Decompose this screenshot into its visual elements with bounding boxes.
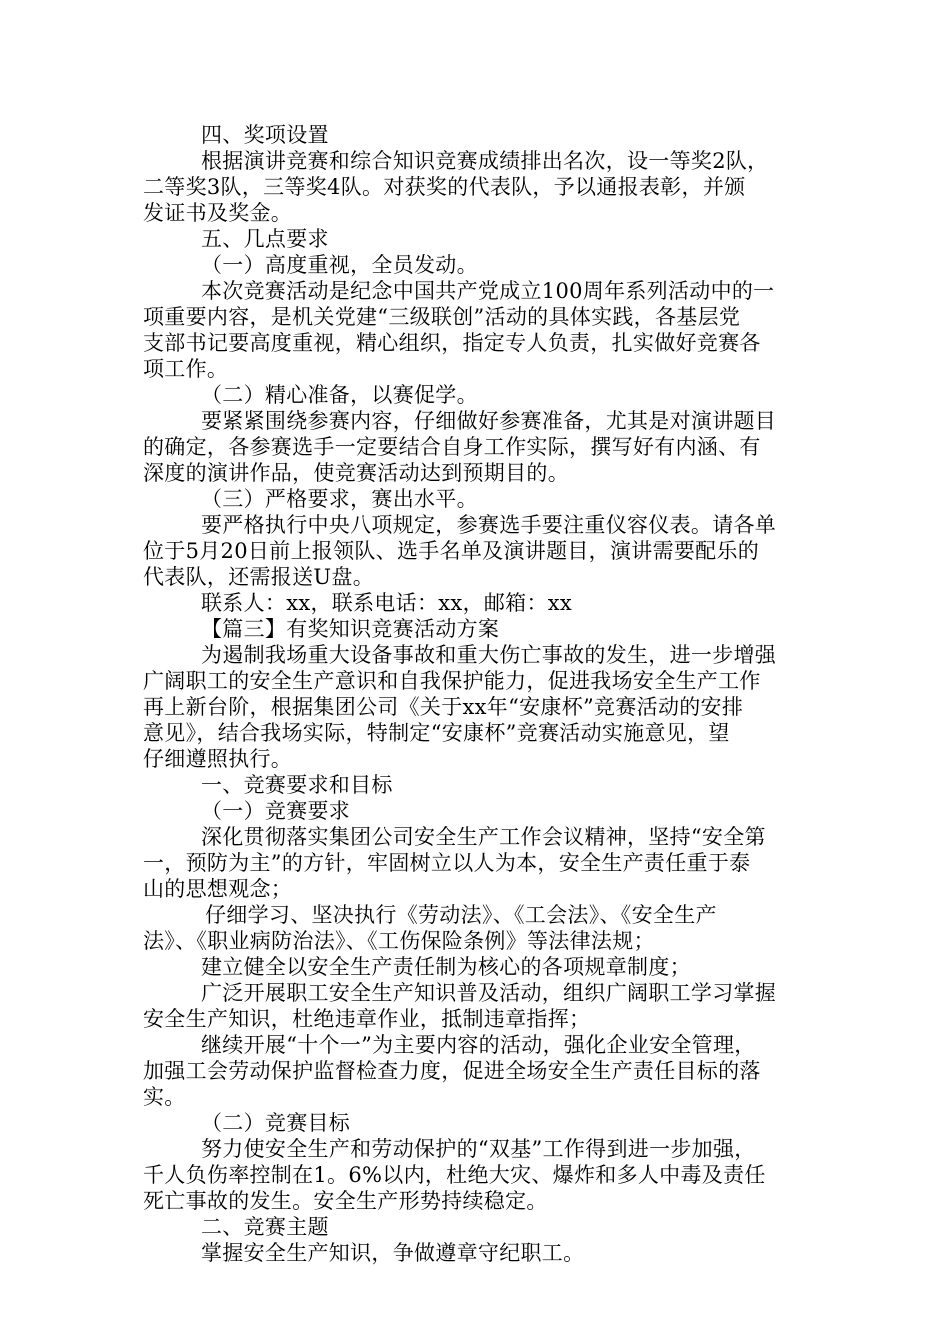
text-line: 实。 — [143, 1085, 186, 1109]
text-line: 本次竞赛活动是纪念中国共产党成立100周年系列活动中的一 — [201, 279, 775, 303]
text-line: 为遏制我场重大设备事故和重大伤亡事故的发生，进一步增强 — [201, 643, 777, 667]
text-line: 五、几点要求 — [201, 227, 329, 251]
text-line: 深度的演讲作品，使竞赛活动达到预期目的。 — [143, 461, 569, 485]
text-line: 建立健全以安全生产责任制为核心的各项规章制度； — [201, 955, 691, 979]
text-line: 支部书记要高度重视，精心组织，指定专人负责，扎实做好竞赛各 — [143, 331, 761, 355]
text-line: （二）竞赛目标 — [201, 1111, 351, 1135]
text-line: 死亡事故的发生。安全生产形势持续稳定。 — [143, 1189, 548, 1213]
text-line: （三）严格要求，赛出水平。 — [201, 487, 478, 511]
text-line: （一）竞赛要求 — [201, 799, 351, 823]
text-line: 要严格执行中央八项规定，参赛选手要注重仪容仪表。请各单 — [201, 513, 777, 537]
text-line: 代表队，还需报送U盘。 — [143, 565, 374, 589]
text-line: 仔细遵照执行。 — [143, 747, 293, 771]
text-line: 根据演讲竞赛和综合知识竞赛成绩排出名次，设一等奖2队， — [201, 149, 769, 173]
text-line: 深化贯彻落实集团公司安全生产工作会议精神，坚持“安全第 — [201, 825, 766, 849]
text-line: 一，预防为主”的方针，牢固树立以人为本，安全生产责任重于泰 — [143, 851, 751, 875]
text-line: 加强工会劳动保护监督检查力度，促进全场安全生产责任目标的落 — [143, 1059, 761, 1083]
text-line: 继续开展“十个一”为主要内容的活动，强化企业安全管理， — [201, 1033, 756, 1057]
text-line: 努力使安全生产和劳动保护的“双基”工作得到进一步加强， — [201, 1137, 756, 1161]
text-line: 一、竞赛要求和目标 — [201, 773, 393, 797]
text-line: 要紧紧围绕参赛内容，仔细做好参赛准备，尤其是对演讲题目 — [201, 409, 777, 433]
text-line: 千人负伤率控制在1。6%以内，杜绝大灾、爆炸和多人中毒及责任 — [143, 1163, 766, 1187]
text-line: 掌握安全生产知识，争做遵章守纪职工。 — [201, 1241, 585, 1265]
text-line: 的确定，各参赛选手一定要结合自身工作实际，撰写好有内涵、有 — [143, 435, 761, 459]
text-line: 位于5月20日前上报领队、选手名单及演讲题目，演讲需要配乐的 — [143, 539, 760, 563]
text-line: 意见》，结合我场实际，特制定“安康杯”竞赛活动实施意见，望 — [143, 721, 730, 745]
text-line: 四、奖项设置 — [201, 123, 329, 147]
text-line: 安全生产知识，杜绝违章作业，抵制违章指挥； — [143, 1007, 591, 1031]
text-line: 广阔职工的安全生产意识和自我保护能力，促进我场安全生产工作 — [143, 669, 761, 693]
text-line: 项重要内容，是机关党建“三级联创”活动的具体实践，各基层党 — [143, 305, 741, 329]
text-line: 法》、《职业病防治法》、《工伤保险条例》等法律法规； — [143, 929, 655, 953]
text-line: 山的思想观念； — [143, 877, 293, 901]
text-line: 联系人：xx，联系电话：xx，邮箱：xx — [201, 591, 573, 615]
text-line: 二、竞赛主题 — [201, 1215, 329, 1239]
text-line: 再上新台阶，根据集团公司《关于xx年“安康杯”竞赛活动的安排 — [143, 695, 744, 719]
text-line: 广泛开展职工安全生产知识普及活动，组织广阔职工学习掌握 — [201, 981, 777, 1005]
text-line: （二）精心准备，以赛促学。 — [201, 383, 478, 407]
text-line: 【篇三】有奖知识竞赛活动方案 — [201, 617, 500, 641]
text-line: 仔细学习、坚决执行《劳动法》、《工会法》、《安全生产 — [205, 903, 717, 927]
text-line: 发证书及奖金。 — [143, 201, 293, 225]
text-line: 二等奖3队，三等奖4队。对获奖的代表队，予以通报表彰，并颁 — [143, 175, 746, 199]
text-line: （一）高度重视，全员发动。 — [201, 253, 478, 277]
text-line: 项工作。 — [143, 357, 229, 381]
document-page — [143, 122, 813, 1266]
